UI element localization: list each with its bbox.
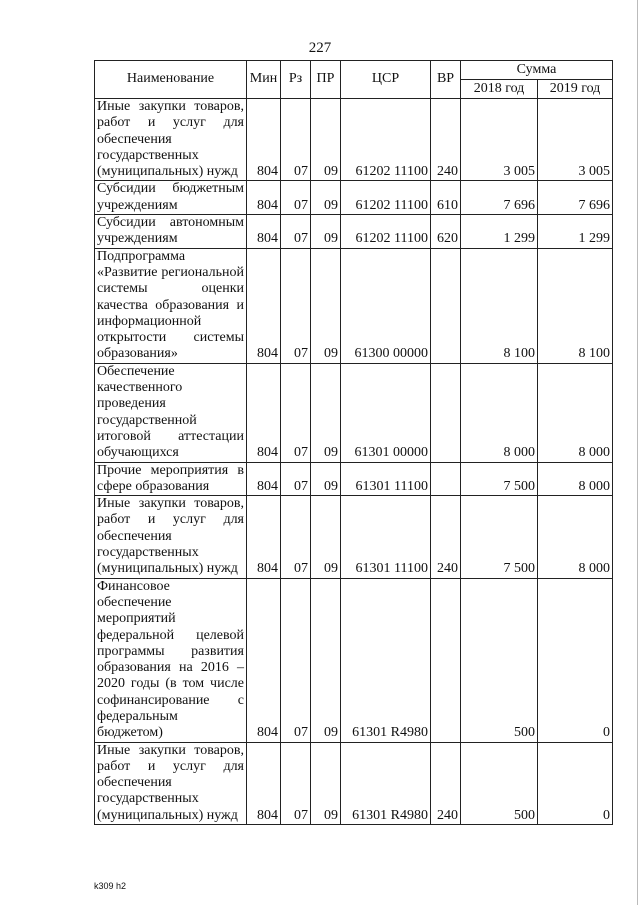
table-row — [95, 462, 613, 496]
cell-pr: 09 — [311, 215, 341, 249]
cell-sum-2018: 7 500 — [461, 496, 538, 578]
cell-rz: 07 — [281, 181, 311, 215]
cell-min: 804 — [247, 462, 281, 496]
cell-sum-2019: 1 299 — [538, 215, 613, 249]
cell-csr: 61301 11100 — [341, 496, 431, 578]
cell-vr: 610 — [431, 181, 461, 215]
cell-vr — [431, 248, 461, 363]
cell-pr: 09 — [311, 363, 341, 462]
table-body — [95, 99, 613, 825]
cell-sum-2018: 8 100 — [461, 248, 538, 363]
cell-name: Обеспечение качественного проведения государственной итоговой аттестации обучающихся — [95, 363, 247, 462]
cell-vr — [431, 462, 461, 496]
cell-pr: 09 — [311, 496, 341, 578]
cell-rz: 07 — [281, 462, 311, 496]
cell-pr: 09 — [311, 578, 341, 742]
cell-pr: 09 — [311, 462, 341, 496]
header-year-2019: 2019 год — [538, 80, 613, 99]
cell-csr: 61202 11100 — [341, 181, 431, 215]
table-row — [95, 578, 613, 742]
header-rz: Рз — [281, 61, 311, 99]
cell-sum-2019: 8 000 — [538, 496, 613, 578]
cell-name: Субсидии автономным учреждениям — [95, 215, 247, 249]
table-row — [95, 215, 613, 249]
cell-sum-2019: 8 000 — [538, 363, 613, 462]
cell-csr: 61301 R4980 — [341, 578, 431, 742]
header-vr: ВР — [431, 61, 461, 99]
cell-rz: 07 — [281, 496, 311, 578]
cell-vr — [431, 578, 461, 742]
page-number: 227 — [308, 40, 332, 56]
cell-min: 804 — [247, 99, 281, 181]
cell-name: Иные закупки товаров, работ и услуг для обеспечения государственных (муниципальных) нужд — [95, 99, 247, 181]
cell-sum-2018: 1 299 — [461, 215, 538, 249]
header-pr: ПР — [311, 61, 341, 99]
scan-edge-line — [637, 0, 638, 905]
table-row — [95, 248, 613, 363]
footer-code: k309 h2 — [94, 881, 127, 891]
table-row — [95, 363, 613, 462]
cell-sum-2019: 8 100 — [538, 248, 613, 363]
table-row — [95, 181, 613, 215]
cell-min: 804 — [247, 181, 281, 215]
budget-table — [94, 60, 613, 825]
cell-sum-2019: 8 000 — [538, 462, 613, 496]
cell-vr: 240 — [431, 742, 461, 824]
cell-name: Прочие мероприятия в сфере образования — [95, 462, 247, 496]
header-csr: ЦСР — [341, 61, 431, 99]
cell-name: Иные закупки товаров, работ и услуг для обеспечения государственных (муниципальных) нужд — [95, 742, 247, 824]
cell-csr: 61202 11100 — [341, 215, 431, 249]
cell-vr: 620 — [431, 215, 461, 249]
cell-name: Финансовое обеспечение мероприятий федеральной целевой программы развития образования на 2016 – 2020 годы (в том числе софинансирование с федеральным бюджетом) — [95, 578, 247, 742]
cell-rz: 07 — [281, 742, 311, 824]
cell-sum-2018: 7 500 — [461, 462, 538, 496]
cell-rz: 07 — [281, 578, 311, 742]
table-row — [95, 496, 613, 578]
cell-sum-2018: 8 000 — [461, 363, 538, 462]
cell-sum-2019: 0 — [538, 578, 613, 742]
table-row — [95, 99, 613, 181]
cell-min: 804 — [247, 742, 281, 824]
cell-sum-2019: 0 — [538, 742, 613, 824]
cell-sum-2018: 500 — [461, 578, 538, 742]
cell-name: Иные закупки товаров, работ и услуг для обеспечения государственных (муниципальных) нужд — [95, 496, 247, 578]
cell-vr — [431, 363, 461, 462]
cell-csr: 61301 00000 — [341, 363, 431, 462]
cell-rz: 07 — [281, 363, 311, 462]
header-sum: Сумма — [461, 61, 613, 80]
cell-csr: 61301 11100 — [341, 462, 431, 496]
table-row — [95, 742, 613, 824]
header-year-2018: 2018 год — [461, 80, 538, 99]
cell-min: 804 — [247, 496, 281, 578]
cell-sum-2019: 7 696 — [538, 181, 613, 215]
header-min: Мин — [247, 61, 281, 99]
cell-sum-2018: 7 696 — [461, 181, 538, 215]
cell-csr: 61202 11100 — [341, 99, 431, 181]
cell-sum-2018: 500 — [461, 742, 538, 824]
cell-name: Подпрограмма «Развитие региональной системы оценки качества образования и информационной открытости системы образования» — [95, 248, 247, 363]
cell-min: 804 — [247, 248, 281, 363]
cell-min: 804 — [247, 363, 281, 462]
header-name: Наименование — [95, 61, 247, 99]
cell-min: 804 — [247, 578, 281, 742]
cell-min: 804 — [247, 215, 281, 249]
cell-pr: 09 — [311, 742, 341, 824]
cell-csr: 61300 00000 — [341, 248, 431, 363]
cell-rz: 07 — [281, 248, 311, 363]
cell-sum-2019: 3 005 — [538, 99, 613, 181]
cell-vr: 240 — [431, 496, 461, 578]
cell-pr: 09 — [311, 181, 341, 215]
cell-sum-2018: 3 005 — [461, 99, 538, 181]
cell-pr: 09 — [311, 99, 341, 181]
cell-rz: 07 — [281, 99, 311, 181]
cell-pr: 09 — [311, 248, 341, 363]
cell-csr: 61301 R4980 — [341, 742, 431, 824]
cell-vr: 240 — [431, 99, 461, 181]
header-row — [95, 61, 613, 80]
cell-rz: 07 — [281, 215, 311, 249]
cell-name: Субсидии бюджетным учреждениям — [95, 181, 247, 215]
